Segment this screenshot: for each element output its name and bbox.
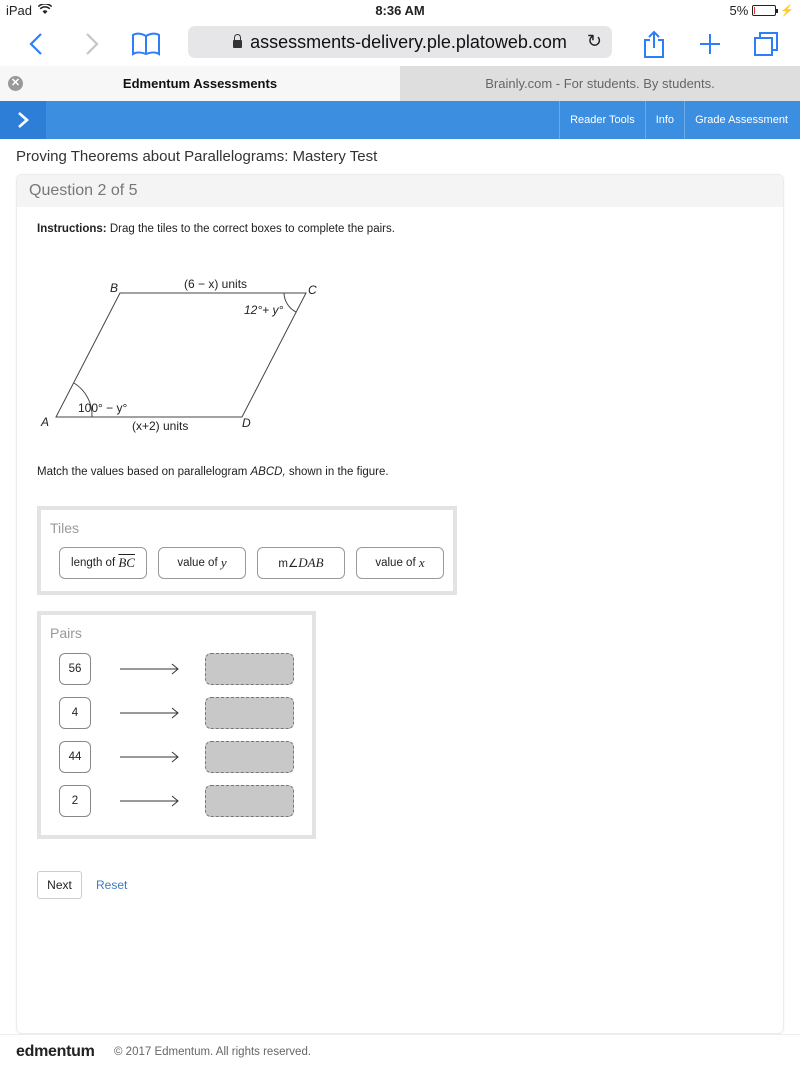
pair-row — [59, 653, 299, 685]
angle-c-label: 12°+ y° — [244, 303, 284, 317]
tab-brainly[interactable] — [400, 66, 800, 101]
arrow-right-icon — [120, 750, 180, 764]
footer — [0, 1034, 800, 1067]
match-text-prefix: Match the values based on parallelogram — [37, 466, 251, 478]
battery-icon — [752, 5, 776, 16]
device-label: iPad — [6, 3, 33, 18]
page-title: Proving Theorems about Parallelograms: Mastery Test — [16, 148, 378, 165]
assessment-nav — [0, 101, 800, 139]
status-bar — [0, 0, 800, 22]
tile-value-y[interactable] — [158, 547, 246, 579]
pair-row — [59, 741, 299, 773]
edmentum-logo: edmentum — [16, 1043, 95, 1060]
pair-row — [59, 697, 299, 729]
pair-value: 2 — [59, 785, 91, 817]
reader-tools-link[interactable]: Reader Tools — [559, 101, 645, 139]
tile-var: y — [220, 555, 227, 570]
tabs-overview-icon[interactable] — [752, 26, 780, 62]
tile-var: DAB — [298, 555, 324, 570]
url-text: assessments-delivery.ple.platoweb.com — [250, 31, 567, 52]
tile-prefix: length of — [71, 557, 119, 569]
forward-icon[interactable] — [80, 26, 104, 62]
pairs-label: Pairs — [50, 625, 82, 641]
battery-percent: 5% — [729, 3, 749, 18]
instructions-label: Instructions: — [37, 223, 107, 235]
tile-angle-dab[interactable] — [257, 547, 345, 579]
tab-label: Edmentum Assessments — [122, 76, 278, 91]
copyright: © 2017 Edmentum. All rights reserved. — [114, 1046, 312, 1058]
pairs-box — [37, 611, 316, 839]
bookmarks-icon[interactable] — [130, 26, 162, 62]
arrow-right-icon — [120, 662, 180, 676]
vertex-b-label: B — [110, 281, 119, 295]
expand-menu-icon[interactable] — [0, 101, 46, 139]
tile-prefix: m∠ — [278, 558, 299, 570]
vertex-d-label: D — [242, 416, 251, 430]
match-text-figure: ABCD, — [250, 466, 286, 478]
lock-icon — [233, 40, 242, 48]
parallelogram-figure — [36, 272, 336, 437]
instructions-text: Drag the tiles to the correct boxes to complete the pairs. — [109, 223, 395, 235]
tab-edmentum[interactable] — [0, 66, 400, 101]
drop-slot[interactable] — [205, 741, 294, 773]
tile-var: x — [418, 555, 425, 570]
next-button[interactable]: Next — [37, 871, 82, 899]
grade-assessment-link[interactable]: Grade Assessment — [684, 101, 800, 139]
tile-prefix: value of — [177, 557, 221, 569]
pair-value: 56 — [59, 653, 91, 685]
vertex-a-label: A — [41, 415, 50, 429]
match-instruction — [37, 466, 389, 478]
tile-var: $\overline{BC}$ — [118, 555, 135, 570]
pair-value: 44 — [59, 741, 91, 773]
tile-value-x[interactable] — [356, 547, 444, 579]
bottom-side-label: (x+2) units — [132, 419, 189, 433]
drop-slot[interactable] — [205, 785, 294, 817]
clock: 8:36 AM — [375, 3, 425, 18]
tile-length-bc[interactable] — [59, 547, 147, 579]
tiles-label: Tiles — [50, 520, 80, 536]
reset-link[interactable]: Reset — [96, 878, 128, 892]
tiles-box — [37, 506, 457, 595]
match-text-suffix: shown in the figure. — [285, 466, 389, 478]
arrow-right-icon — [120, 706, 180, 720]
pair-value: 4 — [59, 697, 91, 729]
tile-prefix: value of — [375, 557, 419, 569]
browser-toolbar — [0, 22, 800, 66]
drop-slot[interactable] — [205, 653, 294, 685]
top-side-label: (6 − x) units — [184, 277, 248, 291]
charging-icon: ⚡ — [780, 5, 794, 17]
address-bar[interactable] — [188, 26, 612, 58]
browser-tabs — [0, 66, 800, 101]
close-tab-icon[interactable]: ✕ — [8, 76, 23, 91]
new-tab-icon[interactable] — [696, 26, 724, 62]
instructions — [37, 223, 395, 235]
share-icon[interactable] — [640, 26, 668, 62]
back-icon[interactable] — [24, 26, 48, 62]
pair-row — [59, 785, 299, 817]
vertex-c-label: C — [308, 283, 317, 297]
tab-label: Brainly.com - For students. By students. — [485, 76, 715, 91]
info-link[interactable]: Info — [645, 101, 684, 139]
question-header — [17, 175, 783, 207]
arrow-right-icon — [120, 794, 180, 808]
reload-icon[interactable]: ↻ — [586, 31, 602, 51]
question-number: Question 2 of 5 — [29, 182, 138, 199]
angle-a-label: 100° − y° — [78, 401, 128, 415]
drop-slot[interactable] — [205, 697, 294, 729]
